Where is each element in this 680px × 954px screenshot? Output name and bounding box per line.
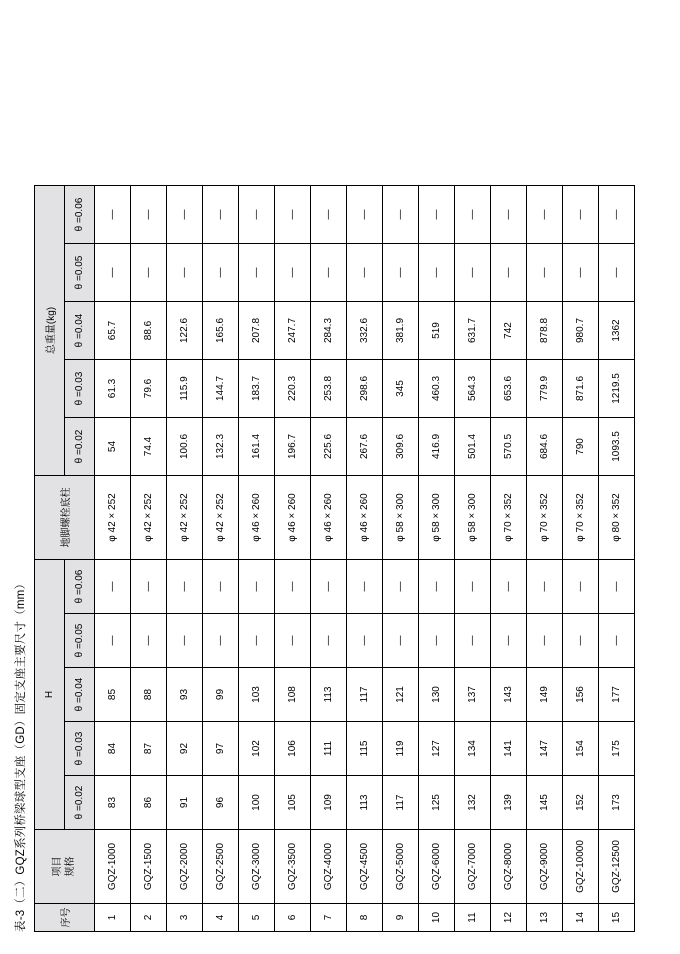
cell-h-004: 137 — [455, 668, 491, 722]
cell-anchor: φ 46 × 260 — [275, 476, 311, 560]
cell-w-005: — — [527, 244, 563, 302]
header-w-theta-005: θ =0.05 — [65, 244, 95, 302]
header-item-line1: 项目 — [52, 856, 63, 877]
cell-w-003: 144.7 — [203, 360, 239, 418]
table-caption: 表-3（二）GQZ系列桥梁球型支座（GD）固定支座主要尺寸（mm） — [15, 577, 27, 932]
cell-w-006: — — [275, 186, 311, 244]
cell-w-005: — — [347, 244, 383, 302]
cell-seq: 9 — [383, 904, 419, 932]
cell-w-006: — — [491, 186, 527, 244]
cell-h-002: 125 — [419, 776, 455, 830]
cell-w-005: — — [167, 244, 203, 302]
cell-h-002: 86 — [131, 776, 167, 830]
cell-h-004: 156 — [563, 668, 599, 722]
cell-w-006: — — [203, 186, 239, 244]
cell-anchor: φ 46 × 260 — [239, 476, 275, 560]
cell-w-003: 61.3 — [95, 360, 131, 418]
cell-h-005: — — [167, 614, 203, 668]
cell-spec: GQZ-6000 — [419, 830, 455, 904]
cell-h-004: 121 — [383, 668, 419, 722]
cell-w-006: — — [527, 186, 563, 244]
cell-w-004: 332.6 — [347, 302, 383, 360]
cell-anchor: φ 58 × 300 — [419, 476, 455, 560]
cell-h-002: 83 — [95, 776, 131, 830]
cell-w-005: — — [491, 244, 527, 302]
header-h-theta-005: θ =0.05 — [65, 614, 95, 668]
cell-h-006: — — [311, 560, 347, 614]
table-row — [203, 186, 239, 932]
cell-seq: 1 — [95, 904, 131, 932]
table-row — [599, 186, 635, 932]
cell-h-004: 85 — [95, 668, 131, 722]
cell-h-002: 96 — [203, 776, 239, 830]
cell-w-006: — — [347, 186, 383, 244]
cell-h-004: 103 — [239, 668, 275, 722]
cell-w-005: — — [203, 244, 239, 302]
cell-seq: 11 — [455, 904, 491, 932]
table-row — [167, 186, 203, 932]
cell-spec: GQZ-3000 — [239, 830, 275, 904]
header-w-theta-006: θ =0.06 — [65, 186, 95, 244]
cell-h-006: — — [599, 560, 635, 614]
cell-h-006: — — [203, 560, 239, 614]
cell-w-003: 220.3 — [275, 360, 311, 418]
cell-h-005: — — [95, 614, 131, 668]
cell-h-006: — — [491, 560, 527, 614]
cell-w-003: 298.6 — [347, 360, 383, 418]
cell-w-005: — — [563, 244, 599, 302]
cell-h-002: 117 — [383, 776, 419, 830]
cell-seq: 7 — [311, 904, 347, 932]
cell-h-003: 97 — [203, 722, 239, 776]
cell-w-005: — — [419, 244, 455, 302]
cell-w-004: 1362 — [599, 302, 635, 360]
cell-h-004: 143 — [491, 668, 527, 722]
cell-seq: 14 — [563, 904, 599, 932]
cell-w-004: 742 — [491, 302, 527, 360]
header-w-theta-002: θ =0.02 — [65, 418, 95, 476]
cell-h-003: 87 — [131, 722, 167, 776]
cell-anchor: φ 42 × 252 — [95, 476, 131, 560]
table-row — [563, 186, 599, 932]
cell-h-005: — — [383, 614, 419, 668]
cell-w-003: 183.7 — [239, 360, 275, 418]
cell-h-004: 93 — [167, 668, 203, 722]
cell-w-005: — — [275, 244, 311, 302]
table-row — [383, 186, 419, 932]
cell-h-005: — — [491, 614, 527, 668]
cell-anchor: φ 70 × 352 — [527, 476, 563, 560]
cell-h-006: — — [347, 560, 383, 614]
cell-spec: GQZ-10000 — [563, 830, 599, 904]
cell-h-006: — — [563, 560, 599, 614]
cell-w-006: — — [599, 186, 635, 244]
header-seq: 序号 — [35, 904, 95, 932]
cell-h-002: 113 — [347, 776, 383, 830]
cell-h-005: — — [239, 614, 275, 668]
table-row — [311, 186, 347, 932]
header-weight-group: 总重量(kg) — [35, 186, 65, 476]
cell-anchor: φ 46 × 260 — [311, 476, 347, 560]
cell-w-004: 88.6 — [131, 302, 167, 360]
cell-spec: GQZ-5000 — [383, 830, 419, 904]
cell-h-006: — — [383, 560, 419, 614]
header-h-group: H — [35, 560, 65, 830]
cell-w-002: 1093.5 — [599, 418, 635, 476]
header-w-theta-003: θ =0.03 — [65, 360, 95, 418]
cell-h-005: — — [527, 614, 563, 668]
cell-h-005: — — [311, 614, 347, 668]
cell-anchor: φ 58 × 300 — [383, 476, 419, 560]
cell-w-002: 225.6 — [311, 418, 347, 476]
cell-seq: 3 — [167, 904, 203, 932]
table-row — [347, 186, 383, 932]
cell-anchor: φ 70 × 352 — [563, 476, 599, 560]
cell-h-003: 115 — [347, 722, 383, 776]
cell-h-003: 141 — [491, 722, 527, 776]
cell-w-002: 501.4 — [455, 418, 491, 476]
cell-w-004: 284.3 — [311, 302, 347, 360]
cell-w-004: 247.7 — [275, 302, 311, 360]
cell-w-006: — — [167, 186, 203, 244]
cell-w-004: 878.8 — [527, 302, 563, 360]
cell-h-003: 111 — [311, 722, 347, 776]
cell-w-002: 309.6 — [383, 418, 419, 476]
cell-h-004: 117 — [347, 668, 383, 722]
table-row — [275, 186, 311, 932]
cell-h-006: — — [131, 560, 167, 614]
header-h-theta-006: θ =0.06 — [65, 560, 95, 614]
cell-spec: GQZ-4500 — [347, 830, 383, 904]
cell-h-006: — — [167, 560, 203, 614]
table-body — [95, 186, 635, 932]
cell-w-002: 416.9 — [419, 418, 455, 476]
cell-w-003: 460.3 — [419, 360, 455, 418]
cell-w-003: 345 — [383, 360, 419, 418]
cell-seq: 10 — [419, 904, 455, 932]
cell-h-003: 92 — [167, 722, 203, 776]
header-h-theta-004: θ =0.04 — [65, 668, 95, 722]
cell-w-006: — — [311, 186, 347, 244]
cell-anchor: φ 70 × 352 — [491, 476, 527, 560]
cell-w-002: 790 — [563, 418, 599, 476]
cell-h-005: — — [131, 614, 167, 668]
cell-h-006: — — [275, 560, 311, 614]
header-row-1 — [35, 186, 65, 932]
cell-seq: 6 — [275, 904, 311, 932]
cell-w-004: 381.9 — [383, 302, 419, 360]
cell-w-005: — — [131, 244, 167, 302]
cell-h-002: 152 — [563, 776, 599, 830]
cell-anchor: φ 42 × 252 — [203, 476, 239, 560]
cell-h-003: 119 — [383, 722, 419, 776]
cell-spec: GQZ-2500 — [203, 830, 239, 904]
cell-h-002: 91 — [167, 776, 203, 830]
cell-h-006: — — [527, 560, 563, 614]
cell-h-005: — — [599, 614, 635, 668]
cell-w-002: 100.6 — [167, 418, 203, 476]
cell-h-002: 173 — [599, 776, 635, 830]
cell-w-003: 871.6 — [563, 360, 599, 418]
header-w-theta-004: θ =0.04 — [65, 302, 95, 360]
cell-w-006: — — [419, 186, 455, 244]
table-row — [419, 186, 455, 932]
cell-w-003: 79.6 — [131, 360, 167, 418]
cell-spec: GQZ-1000 — [95, 830, 131, 904]
cell-seq: 4 — [203, 904, 239, 932]
cell-seq: 8 — [347, 904, 383, 932]
table-head — [35, 186, 95, 932]
cell-w-002: 267.6 — [347, 418, 383, 476]
cell-h-005: — — [455, 614, 491, 668]
cell-w-004: 980.7 — [563, 302, 599, 360]
cell-spec: GQZ-7000 — [455, 830, 491, 904]
cell-w-005: — — [599, 244, 635, 302]
cell-spec: GQZ-1500 — [131, 830, 167, 904]
cell-w-002: 161.4 — [239, 418, 275, 476]
cell-w-006: — — [95, 186, 131, 244]
cell-anchor: φ 42 × 252 — [167, 476, 203, 560]
cell-h-003: 147 — [527, 722, 563, 776]
cell-seq: 2 — [131, 904, 167, 932]
cell-h-003: 134 — [455, 722, 491, 776]
cell-spec: GQZ-2000 — [167, 830, 203, 904]
cell-w-002: 54 — [95, 418, 131, 476]
cell-w-004: 122.6 — [167, 302, 203, 360]
cell-h-002: 132 — [455, 776, 491, 830]
cell-w-003: 115.9 — [167, 360, 203, 418]
header-h-theta-003: θ =0.03 — [65, 722, 95, 776]
cell-spec: GQZ-8000 — [491, 830, 527, 904]
cell-w-005: — — [95, 244, 131, 302]
cell-w-003: 779.9 — [527, 360, 563, 418]
cell-anchor: φ 46 × 260 — [347, 476, 383, 560]
cell-spec: GQZ-4000 — [311, 830, 347, 904]
cell-h-005: — — [563, 614, 599, 668]
table-row — [491, 186, 527, 932]
cell-w-006: — — [239, 186, 275, 244]
cell-h-002: 139 — [491, 776, 527, 830]
cell-w-003: 1219.5 — [599, 360, 635, 418]
cell-w-005: — — [239, 244, 275, 302]
cell-h-006: — — [419, 560, 455, 614]
cell-h-003: 102 — [239, 722, 275, 776]
spec-table — [34, 185, 635, 932]
cell-h-004: 88 — [131, 668, 167, 722]
cell-spec: GQZ-9000 — [527, 830, 563, 904]
cell-h-003: 84 — [95, 722, 131, 776]
cell-w-005: — — [383, 244, 419, 302]
header-anchor-column: 地脚螺栓底柱 — [35, 476, 95, 560]
cell-w-005: — — [455, 244, 491, 302]
cell-w-006: — — [131, 186, 167, 244]
cell-w-004: 207.8 — [239, 302, 275, 360]
cell-w-006: — — [563, 186, 599, 244]
cell-w-004: 65.7 — [95, 302, 131, 360]
cell-seq: 13 — [527, 904, 563, 932]
cell-seq: 12 — [491, 904, 527, 932]
cell-w-002: 74.4 — [131, 418, 167, 476]
cell-w-005: — — [311, 244, 347, 302]
cell-h-004: 149 — [527, 668, 563, 722]
cell-spec: GQZ-3500 — [275, 830, 311, 904]
cell-h-003: 127 — [419, 722, 455, 776]
table-row — [455, 186, 491, 932]
cell-seq: 15 — [599, 904, 635, 932]
cell-w-004: 165.6 — [203, 302, 239, 360]
header-item-line2: 规格 — [64, 856, 76, 877]
cell-h-006: — — [239, 560, 275, 614]
cell-h-006: — — [95, 560, 131, 614]
cell-anchor: φ 42 × 252 — [131, 476, 167, 560]
cell-w-002: 196.7 — [275, 418, 311, 476]
cell-h-003: 106 — [275, 722, 311, 776]
cell-w-002: 684.6 — [527, 418, 563, 476]
cell-h-003: 154 — [563, 722, 599, 776]
cell-h-002: 145 — [527, 776, 563, 830]
cell-w-002: 570.5 — [491, 418, 527, 476]
cell-h-004: 130 — [419, 668, 455, 722]
cell-w-004: 519 — [419, 302, 455, 360]
cell-w-006: — — [455, 186, 491, 244]
cell-h-002: 105 — [275, 776, 311, 830]
cell-h-005: — — [275, 614, 311, 668]
cell-anchor: φ 80 × 352 — [599, 476, 635, 560]
table-row — [239, 186, 275, 932]
cell-anchor: φ 58 × 300 — [455, 476, 491, 560]
table-row — [131, 186, 167, 932]
header-item-spec — [35, 830, 95, 904]
cell-h-004: 113 — [311, 668, 347, 722]
cell-h-003: 175 — [599, 722, 635, 776]
cell-w-003: 564.3 — [455, 360, 491, 418]
cell-h-004: 177 — [599, 668, 635, 722]
cell-h-005: — — [347, 614, 383, 668]
cell-spec: GQZ-12500 — [599, 830, 635, 904]
cell-h-004: 99 — [203, 668, 239, 722]
cell-h-005: — — [203, 614, 239, 668]
cell-h-004: 108 — [275, 668, 311, 722]
table-row — [527, 186, 563, 932]
cell-h-005: — — [419, 614, 455, 668]
header-h-theta-002: θ =0.02 — [65, 776, 95, 830]
table-row — [95, 186, 131, 932]
cell-h-002: 100 — [239, 776, 275, 830]
cell-w-004: 631.7 — [455, 302, 491, 360]
cell-w-006: — — [383, 186, 419, 244]
cell-w-003: 253.8 — [311, 360, 347, 418]
cell-h-006: — — [455, 560, 491, 614]
cell-h-002: 109 — [311, 776, 347, 830]
cell-seq: 5 — [239, 904, 275, 932]
cell-w-003: 653.6 — [491, 360, 527, 418]
cell-w-002: 132.3 — [203, 418, 239, 476]
